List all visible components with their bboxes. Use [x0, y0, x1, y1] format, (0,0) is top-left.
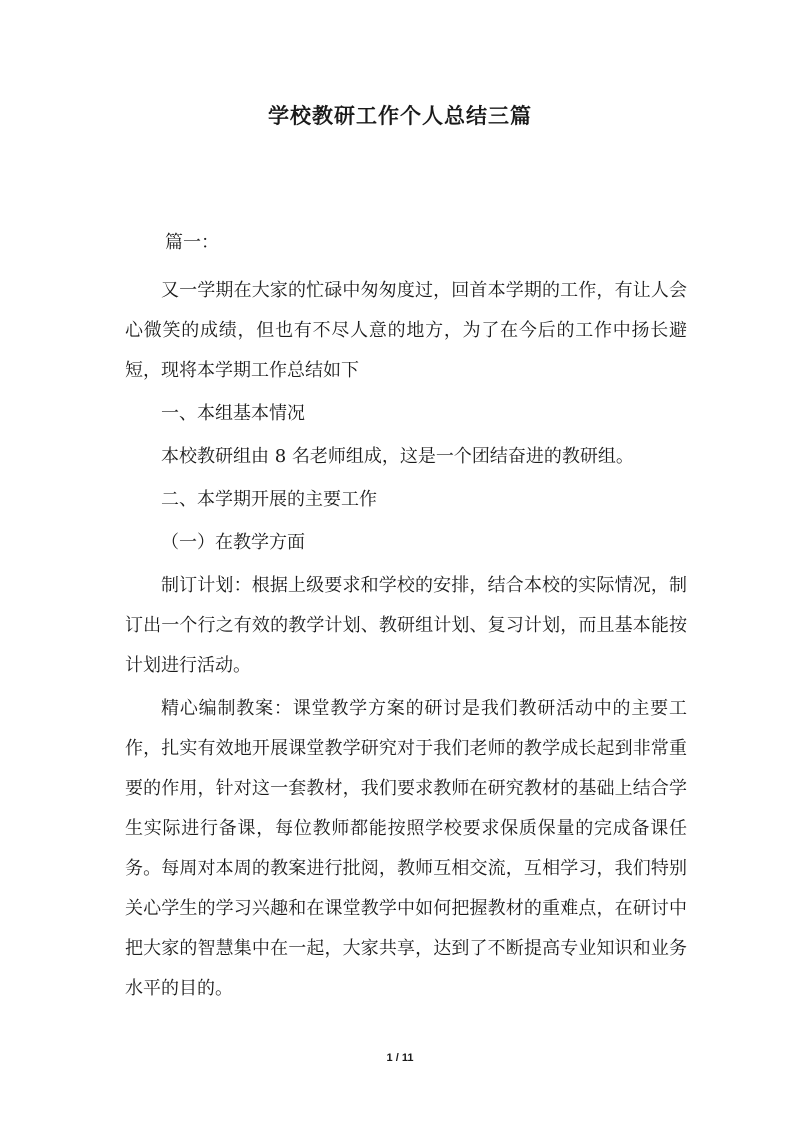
paragraph-lesson-plans: 精心编制教案：课堂教学方案的研讨是我们教研活动中的主要工作，扎实有效地开展课堂教学研究对于我们老师的教学成长起到非常重要的作用，针对这一套教材，我们要求教师在研究教材的基础上结合学生实际进行备课，每位教师都能按照学校要求保质保量的完成备课任务。每周对本周的教案进行批阅，教师互相交流，互相学习，我们特别关心学生的学习兴趣和在课堂教学中如何把握教材的重难点，在研讨中把大家的智慧集中在一起，大家共享，达到了不断提高专业知识和业务水平的目的。 — [125, 698, 687, 999]
document-body — [125, 223, 687, 1012]
paragraph-group-members: 本校教研组由 8 名老师组成，这是一个团结奋进的教研组。 — [161, 446, 634, 467]
document-title: 学校教研工作个人总结三篇 — [268, 103, 532, 128]
heading-main-work: 二、本学期开展的主要工作 — [161, 489, 377, 510]
section-label-part-one: 篇一： — [165, 232, 219, 253]
paragraph-intro: 又一学期在大家的忙碌中匆匆度过，回首本学期的工作，有让人会心微笑的成绩，但也有不尽人意的地方，为了在今后的工作中扬长避短，现将本学期工作总结如下 — [125, 280, 687, 381]
heading-basic-situation: 一、本组基本情况 — [161, 403, 305, 424]
page-number: 1 / 11 — [386, 1052, 414, 1064]
paragraph-planning: 制订计划：根据上级要求和学校的安排，结合本校的实际情况，制订出一个行之有效的教学计划、教研组计划、复习计划，而且基本能按计划进行活动。 — [125, 575, 687, 676]
subheading-teaching: （一）在教学方面 — [161, 532, 305, 553]
